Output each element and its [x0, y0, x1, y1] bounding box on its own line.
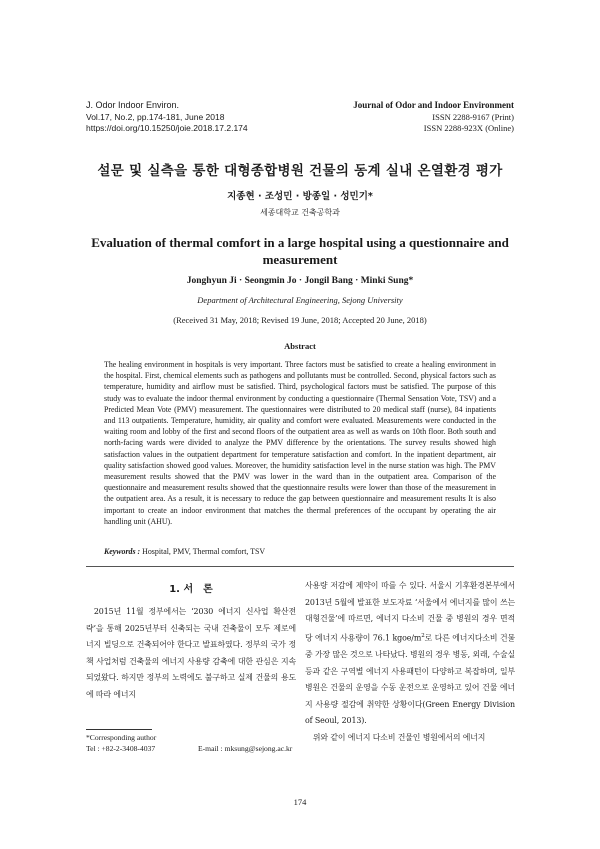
doi-link[interactable]: https://doi.org/10.15250/joie.2018.17.2.174: [86, 123, 248, 133]
footnote-divider: [86, 729, 152, 730]
english-authors: Jonghyun Ji · Seongmin Jo · Jongil Bang · Minki Sung*: [186, 276, 414, 286]
journal-title: Journal of Odor and Indoor Environment: [353, 100, 514, 110]
abstract-body: The healing environment in hospitals is very important. Three factors must be satisfied to create a healing environment in the hospital. First, chemical elements such as pathogens and pollutants must be controlled. Second, physical factors such as temperature, humidity and airflow must be satisfied. Third, psychological factors must be satisfied. The purpose of this study was to evaluate the indoor thermal environment by conducting a questionnaire (Thermal Sensation Vote, TSV) and a Predicted Mean Vote (PMV) measurement. The questionnaires were distributed to 20 medical staff (nurse), 84 inpatients and 113 outpatients. Temperature, humidity, air quality and comfort were evaluated. Measurements were conducted in the waiting room and lobby of the first and second floors of the outpatient area as well as wards on 10th floor. Both south and north-facing wards were divided to analyze the PMV difference by the orientations. The survey results showed high satisfaction values in the outpatient department for temperature satisfaction and comfort. In the inpatient department, air quality satisfaction showed good values. Moreover, the humidity satisfaction level in the nurse station was high. The PMV measurement results showed that the PMV was lower in the ward than in the outpatient area. Comparison of the questionnaire and measurement results showed that the questionnaire results were lower than those of the measurement in the outpatient area. As a result, it is necessary to reduce the gap between questionnaire and measurement results It is also important to create an indoor environment that matches the thermal preferences of the occupant by operating the air handling unit (AHU).: [104, 360, 496, 526]
keywords-line: [104, 547, 496, 556]
body-right-text-b: 로 다른 에너지다소비 건물 중 가장 많은 것으로 나타났다. 병원의 경우 병동, 외래, 수술실 등과 같은 구역별 에너지 사용패턴이 다양하고 복잡하며, 일부 병원은 건물의 운영을 수동 운전으로 운영하고 있어 건물 에너지 사용량 절감에 취약한 상황이다(Green Energy Division of Seoul, 2013).: [305, 633, 515, 726]
korean-title: 설문 및 실측을 통한 대형종합병원 건물의 동계 실내 온열환경 평가: [97, 163, 503, 179]
section-divider: [86, 566, 514, 567]
keywords-label: Keywords :: [104, 547, 141, 556]
telephone: Tel : +82-2-3408-4037: [86, 743, 156, 753]
abstract-heading: Abstract: [284, 341, 316, 351]
corresponding-author-note: *Corresponding author: [86, 733, 157, 742]
section-heading-introduction: 1. 서 론: [169, 584, 213, 595]
english-affiliation: Department of Architectural Engineering, Sejong University: [197, 295, 403, 305]
footnote: [86, 733, 316, 754]
volume-info: Vol.17, No.2, pp.174-181, June 2018: [86, 111, 225, 122]
body-right-paragraph-2: 위와 같이 에너지 다소비 건물인 병원에서의 에너지: [312, 732, 486, 742]
issn-print: ISSN 2288-9167 (Print): [432, 111, 514, 122]
english-title: Evaluation of thermal comfort in a large hospital using a questionnaire and measurement: [91, 235, 509, 267]
body-column-left: 2015년 11월 정부에서는 ‘2030 에너지 신사업 확산전략’을 통해 2025년부터 신축되는 국내 건축물이 모두 제로에너지 빌딩으로 건축되어야 한다고 발표하였다. 정부의 국가 정책 사업처럼 건축물의 에너지 사용량 감축에 대한 관심은 지속되었왔다. 하지만 정부의 노력에도 불구하고 실제 건물의 용도에 따라 에너지: [86, 607, 296, 699]
running-header-left: [86, 100, 248, 135]
korean-authors: 지종현 · 조성민 · 방종일 · 성민기*: [227, 191, 373, 202]
body-right-text-a: 사용량 저감에 제약이 따를 수 있다. 서울시 기후환경본부에서 2013년 5월에 발표한 보도자료 ‘서울에서 에너지를 많이 쓰는 대형건물’에 따르면, 에너지 다소비 건물 중 병원의 경우 면적당 에너지 사용량이 76.1 kgoe/m: [305, 581, 515, 643]
superscript-2: 2: [421, 632, 425, 639]
running-header-right: [353, 100, 514, 135]
journal-abbrev: J. Odor Indoor Environ.: [86, 100, 180, 110]
email-address[interactable]: E-mail : mksung@sejong.ac.kr: [198, 743, 293, 753]
korean-affiliation: 세종대학교 건축공학과: [260, 208, 340, 217]
body-column-right: [305, 578, 515, 747]
page-number: 174: [293, 797, 307, 807]
issn-online: ISSN 2288-923X (Online): [423, 123, 514, 133]
keywords-list: Hospital, PMV, Thermal comfort, TSV: [142, 547, 266, 556]
submission-dates: (Received 31 May, 2018; Revised 19 June, 2018; Accepted 20 June, 2018): [173, 315, 427, 325]
